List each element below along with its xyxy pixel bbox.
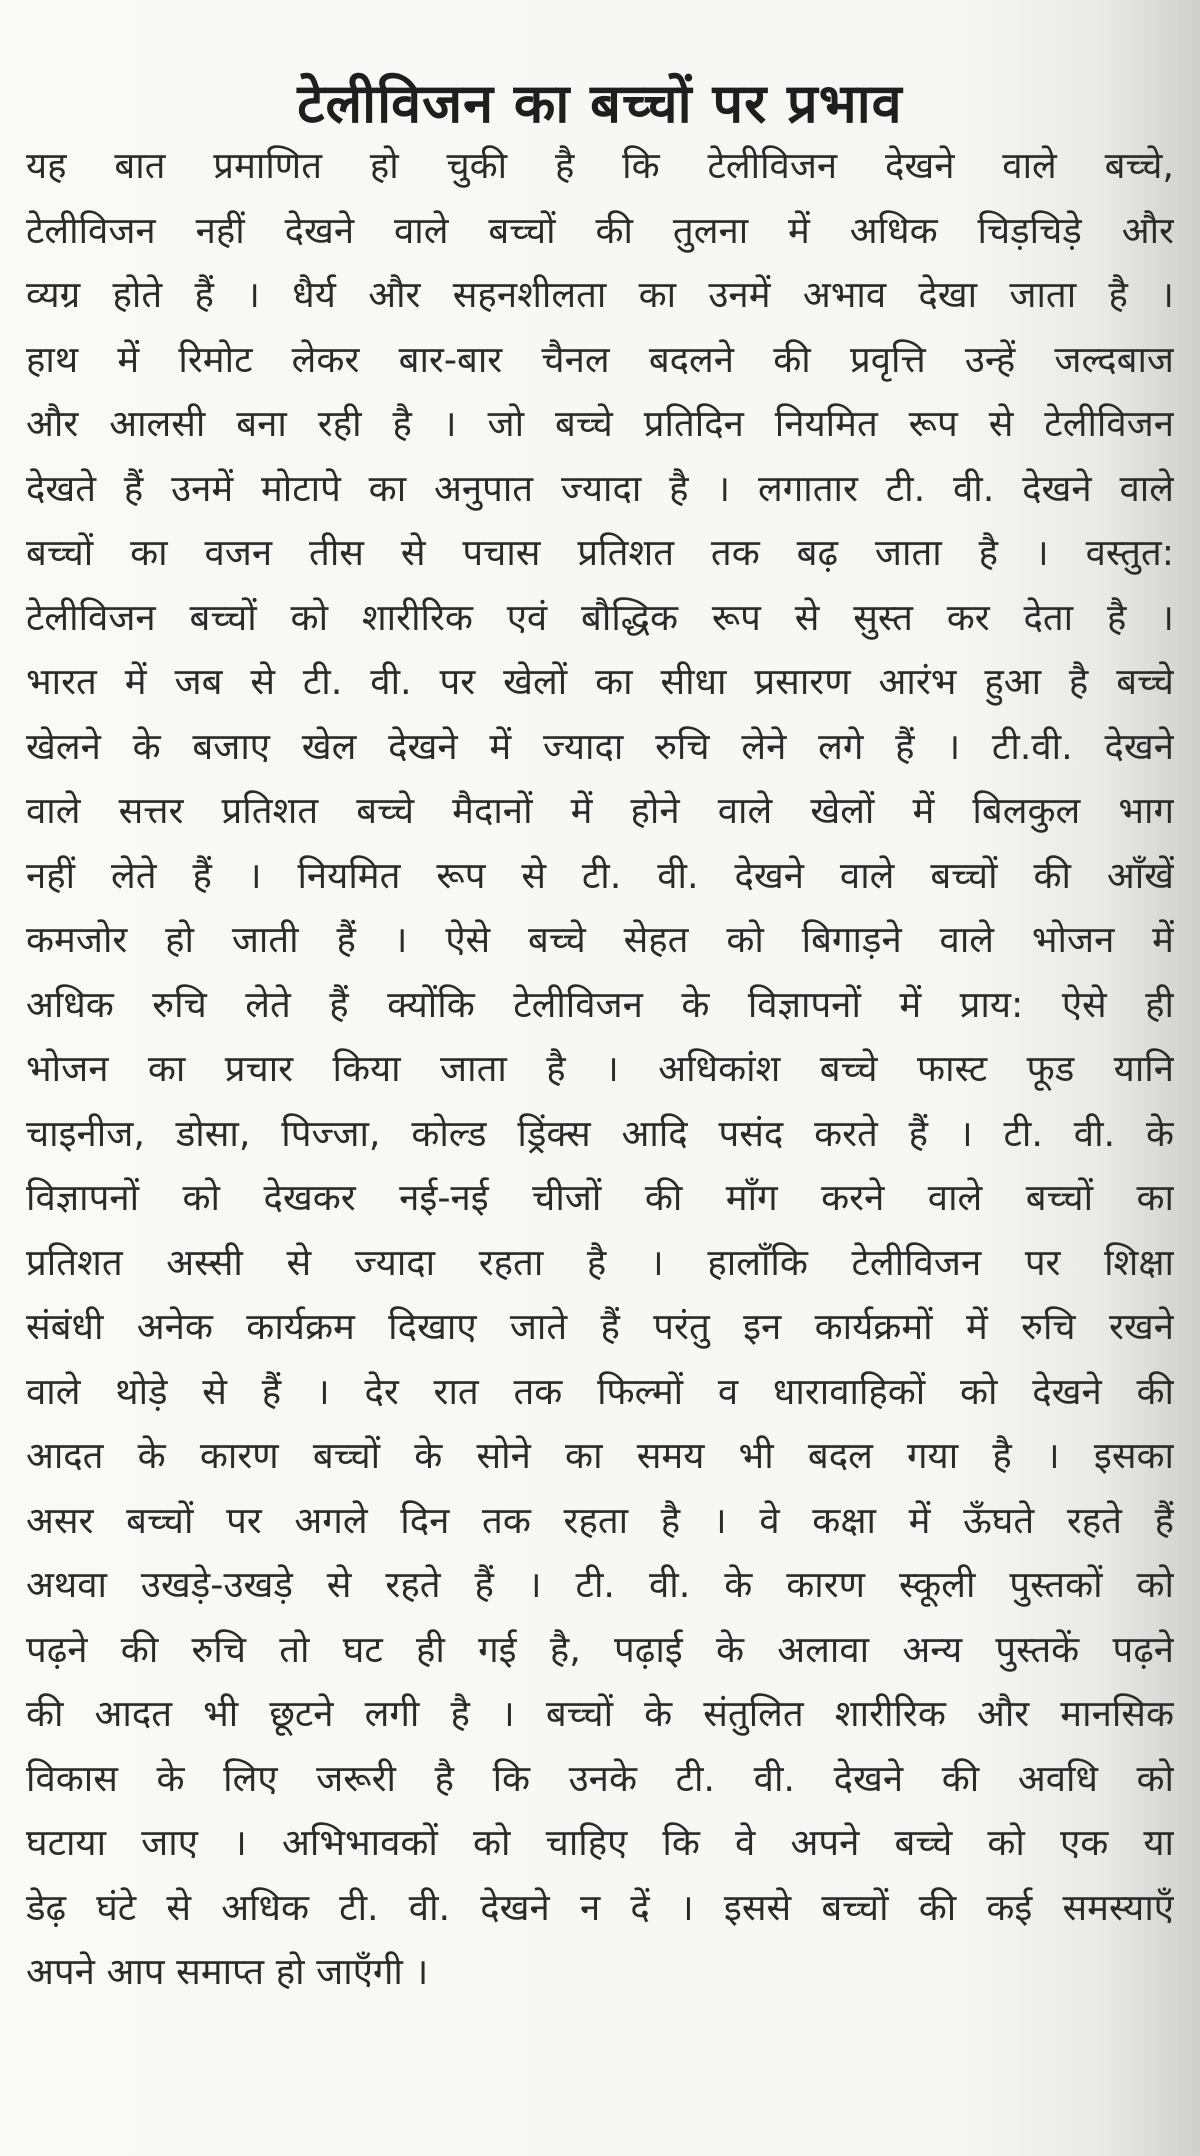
essay-line: पढ़ने की रुचि तो घट ही गई है, पढ़ाई के अलावा अन्य पुस्तकें पढ़ने xyxy=(26,1627,1174,1671)
essay-line: कमजोर हो जाती हैं । ऐसे बच्चे सेहत को बिगाड़ने वाले भोजन में xyxy=(26,918,1174,961)
essay-line: व्यग्र होते हैं । धैर्य और सहनशीलता का उनमें अभाव देखा जाता है । xyxy=(26,273,1174,316)
essay-line: घटाया जाए । अभिभावकों को चाहिए कि वे अपने बच्चे को एक या xyxy=(26,1821,1174,1864)
essay-line: अथवा उखड़े-उखड़े से रहते हैं । टी. वी. के कारण स्कूली पुस्तकों को xyxy=(26,1563,1174,1606)
essay-line: अधिक रुचि लेते हैं क्योंकि टेलीविजन के विज्ञापनों में प्राय: ऐसे ही xyxy=(26,982,1174,1026)
essay-line: असर बच्चों पर अगले दिन तक रहता है । वे कक्षा में ऊँघते रहते हैं xyxy=(26,1498,1174,1542)
essay-line: नहीं लेते हैं । नियमित रूप से टी. वी. देखने वाले बच्चों की आँखें xyxy=(26,853,1174,897)
essay-line: बच्चों का वजन तीस से पचास प्रतिशत तक बढ़ जाता है । वस्तुत: xyxy=(26,531,1174,574)
essay-line: टेलीविजन नहीं देखने वाले बच्चों की तुलना में अधिक चिड़चिड़े और xyxy=(26,208,1174,252)
essay-line: अपने आप समाप्त हो जाएँगी । xyxy=(26,1950,429,1993)
essay-line: डेढ़ घंटे से अधिक टी. वी. देखने न दें । इससे बच्चों की कई समस्याएँ xyxy=(26,1885,1174,1929)
essay-line: वाले सत्तर प्रतिशत बच्चे मैदानों में होने वाले खेलों में बिलकुल भाग xyxy=(26,789,1174,832)
essay-body xyxy=(26,134,1174,2005)
essay-line: भोजन का प्रचार किया जाता है । अधिकांश बच्चे फास्ट फूड यानि xyxy=(26,1047,1174,1090)
essay-line: और आलसी बना रही है । जो बच्चे प्रतिदिन नियमित रूप से टेलीविजन xyxy=(26,402,1174,445)
essay-line: वाले थोड़े से हैं । देर रात तक फिल्मों व धारावाहिकों को देखने की xyxy=(26,1369,1174,1413)
essay-line: देखते हैं उनमें मोटापे का अनुपात ज्यादा है । लगातार टी. वी. देखने वाले xyxy=(26,466,1174,510)
essay-line: संबंधी अनेक कार्यक्रम दिखाए जाते हैं परंतु इन कार्यक्रमों में रुचि रखने xyxy=(26,1305,1174,1348)
essay-line: खेलने के बजाए खेल देखने में ज्यादा रुचि लेने लगे हैं । टी.वी. देखने xyxy=(26,724,1174,768)
essay-line: प्रतिशत अस्सी से ज्यादा रहता है । हालाँकि टेलीविजन पर शिक्षा xyxy=(26,1240,1174,1284)
essay-line: हाथ में रिमोट लेकर बार-बार चैनल बदलने की प्रवृत्ति उन्हें जल्दबाज xyxy=(26,337,1174,381)
essay-line: यह बात प्रमाणित हो चुकी है कि टेलीविजन देखने वाले बच्चे, xyxy=(26,144,1174,187)
essay-line: टेलीविजन बच्चों को शारीरिक एवं बौद्धिक रूप से सुस्त कर देता है । xyxy=(26,595,1174,639)
page-title: टेलीविजन का बच्चों पर प्रभाव xyxy=(297,72,903,136)
essay-line: आदत के कारण बच्चों के सोने का समय भी बदल गया है । इसका xyxy=(26,1434,1174,1477)
essay-line: की आदत भी छूटने लगी है । बच्चों के संतुलित शारीरिक और मानसिक xyxy=(26,1692,1174,1735)
essay-line: भारत में जब से टी. वी. पर खेलों का सीधा प्रसारण आरंभ हुआ है बच्चे xyxy=(26,660,1174,703)
essay-line: विकास के लिए जरूरी है कि उनके टी. वी. देखने की अवधि को xyxy=(26,1756,1174,1800)
essay-line: चाइनीज, डोसा, पिज्जा, कोल्ड ड्रिंक्स आदि पसंद करते हैं । टी. वी. के xyxy=(26,1111,1174,1155)
essay-line: विज्ञापनों को देखकर नई-नई चीजों की माँग करने वाले बच्चों का xyxy=(26,1176,1174,1219)
